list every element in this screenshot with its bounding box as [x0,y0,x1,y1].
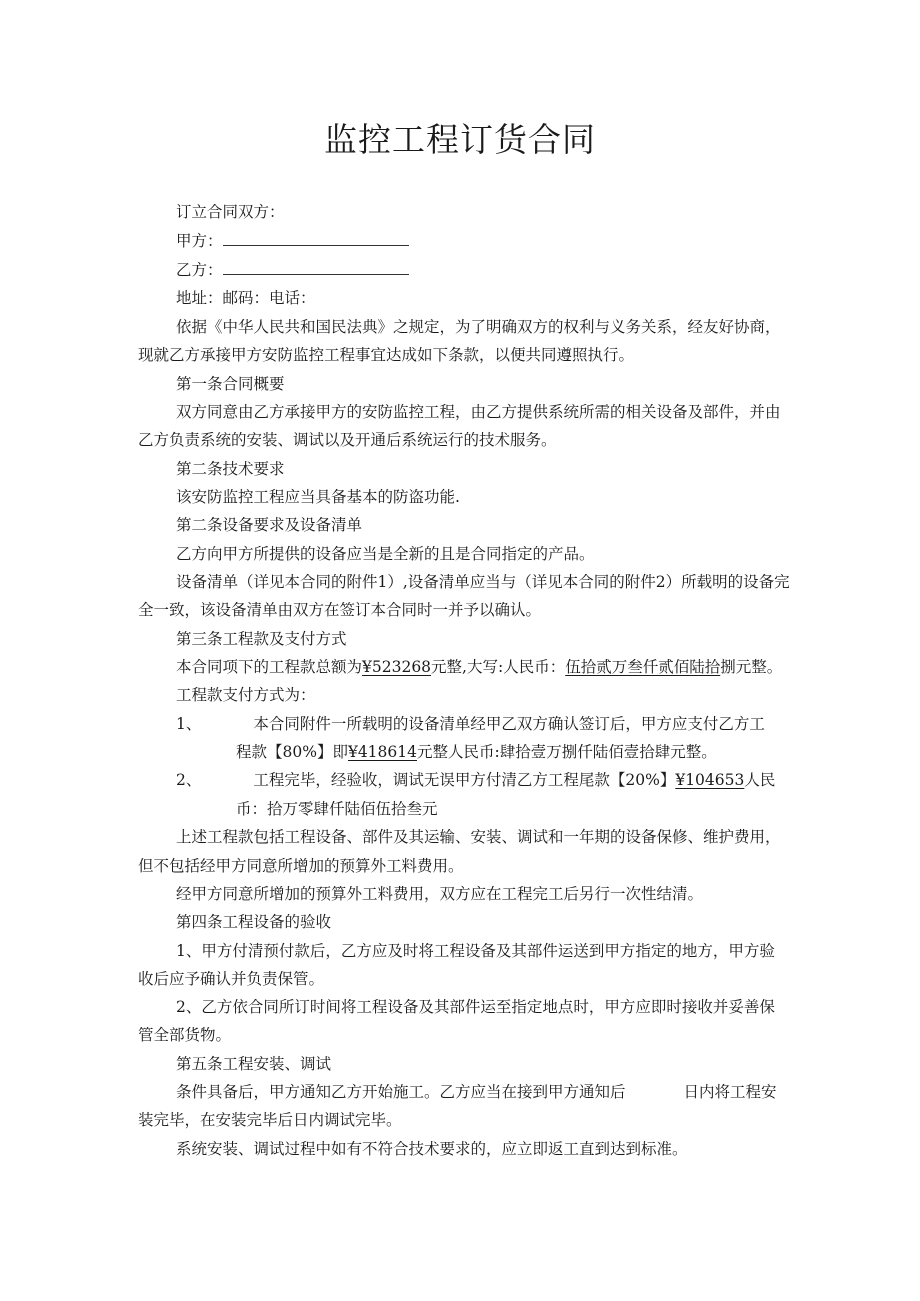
total-words: 伍拾贰万叁仟贰佰陆拾 [565,658,721,676]
note-1-line-2: 但不包括经甲方同意所增加的预算外工料费用。 [138,857,464,875]
contact-line: 地址：邮码：电话： [176,289,316,307]
article-5-heading: 第五条工程安装、调试 [176,1055,332,1073]
article-4-heading: 第四条工程设备的验收 [176,913,332,931]
article-5-line-2: 装完毕，在安装完毕后日内调试完毕。 [138,1111,402,1129]
party-a-label: 甲方： [176,232,223,250]
party-b-line [176,259,409,281]
intro-line-2: 现就乙方承接甲方安防监控工程事宜达成如下条款，以便共同遵照执行。 [138,346,635,364]
article-4-item-1-line-1: 1、甲方付清预付款后，乙方应及时将工程设备及其部件运送到甲方指定的地方，甲方验 [176,942,775,960]
payment-1-amount: ¥418614 [347,743,417,761]
article-1-line-1: 双方同意由乙方承接甲方的安防监控工程，由乙方提供系统所需的相关设备及部件，并由 [176,403,781,421]
article-2b-line-1: 乙方向甲方所提供的设备应当是全新的且是合同指定的产品。 [176,545,595,563]
article-5-line-3: 系统安装、调试过程中如有不符合技术要求的，应立即返工直到达到标准。 [176,1140,688,1158]
article-2b-line-2: 设备清单（详见本合同的附件1）,设备清单应当与（详见本合同的附件2）所载明的设备完 [176,573,790,591]
payment-2-amount: ¥104653 [675,771,745,789]
article-2a-line-1: 该安防监控工程应当具备基本的防盗功能. [176,488,460,506]
payment-1-number: 1、 [176,715,202,733]
article-5-line-1-b: 日内将工程安 [683,1083,777,1101]
payment-heading: 工程款支付方式为： [176,686,316,704]
article-2a-heading: 第二条技术要求 [176,460,285,478]
payment-2-line-2: 币：拾万零肆仟陆佰伍拾叁元 [236,800,438,818]
article-4-item-2-line-2: 管全部货物。 [138,1026,232,1044]
article-5-line-1 [176,1081,777,1103]
intro-line-1: 依据《中华人民共和国民法典》之规定，为了明确双方的权利与义务关系，经友好协商， [176,318,781,336]
total-mid: 元整,大写:人民币： [431,658,566,676]
note-2: 经甲方同意所增加的预算外工料费用，双方应在工程完工后另行一次性结清。 [176,885,704,903]
total-suffix: 捌元整。 [720,658,783,676]
article-5-line-1-a: 条件具备后，甲方通知乙方开始施工。乙方应当在接到甲方通知后 [176,1083,626,1101]
page-title: 监控工程订货合同 [324,120,596,159]
payment-2-line-1 [176,769,775,791]
payment-2-number: 2、 [176,771,202,789]
total-amount: ¥523268 [362,658,432,676]
article-1-heading: 第一条合同概要 [176,375,285,393]
payment-1-text: 本合同附件一所载明的设备清单经甲乙双方确认签订后，甲方应支付乙方工 [253,715,765,733]
payment-1-suffix: 元整人民币:肆拾壹万捌仟陆佰壹拾肆元整。 [416,743,717,761]
article-4-item-1-line-2: 收后应予确认并负责保管。 [138,970,325,988]
note-1-line-1: 上述工程款包括工程设备、部件及其运输、安装、调试和一年期的设备保修、维护费用， [176,828,781,846]
article-3-heading: 第三条工程款及支付方式 [176,630,347,648]
party-b-blank[interactable] [223,260,409,275]
payment-2-prefix: 工程完毕，经验收，调试无误甲方付清乙方工程尾款【20%】 [253,771,676,789]
total-amount-line [176,656,782,678]
party-a-blank[interactable] [223,231,409,246]
payment-1-line-1 [176,713,765,735]
total-prefix: 本合同项下的工程款总额为 [176,658,363,676]
party-a-line [176,230,409,252]
article-2b-line-3: 全一致，该设备清单由双方在签订本合同时一并予以确认。 [138,601,542,619]
payment-1-prefix: 程款【80%】即 [236,743,348,761]
article-2b-heading: 第二条设备要求及设备清单 [176,516,363,534]
article-1-line-2: 乙方负责系统的安装、调试以及开通后系统运行的技术服务。 [138,431,557,449]
payment-1-line-2 [236,741,717,763]
article-4-item-2-line-1: 2、乙方依合同所订时间将工程设备及其部件运至指定地点时，甲方应即时接收并妥善保 [176,998,775,1016]
party-b-label: 乙方： [176,261,223,279]
payment-2-suffix: 人民 [744,771,776,789]
parties-heading: 订立合同双方： [176,203,285,221]
